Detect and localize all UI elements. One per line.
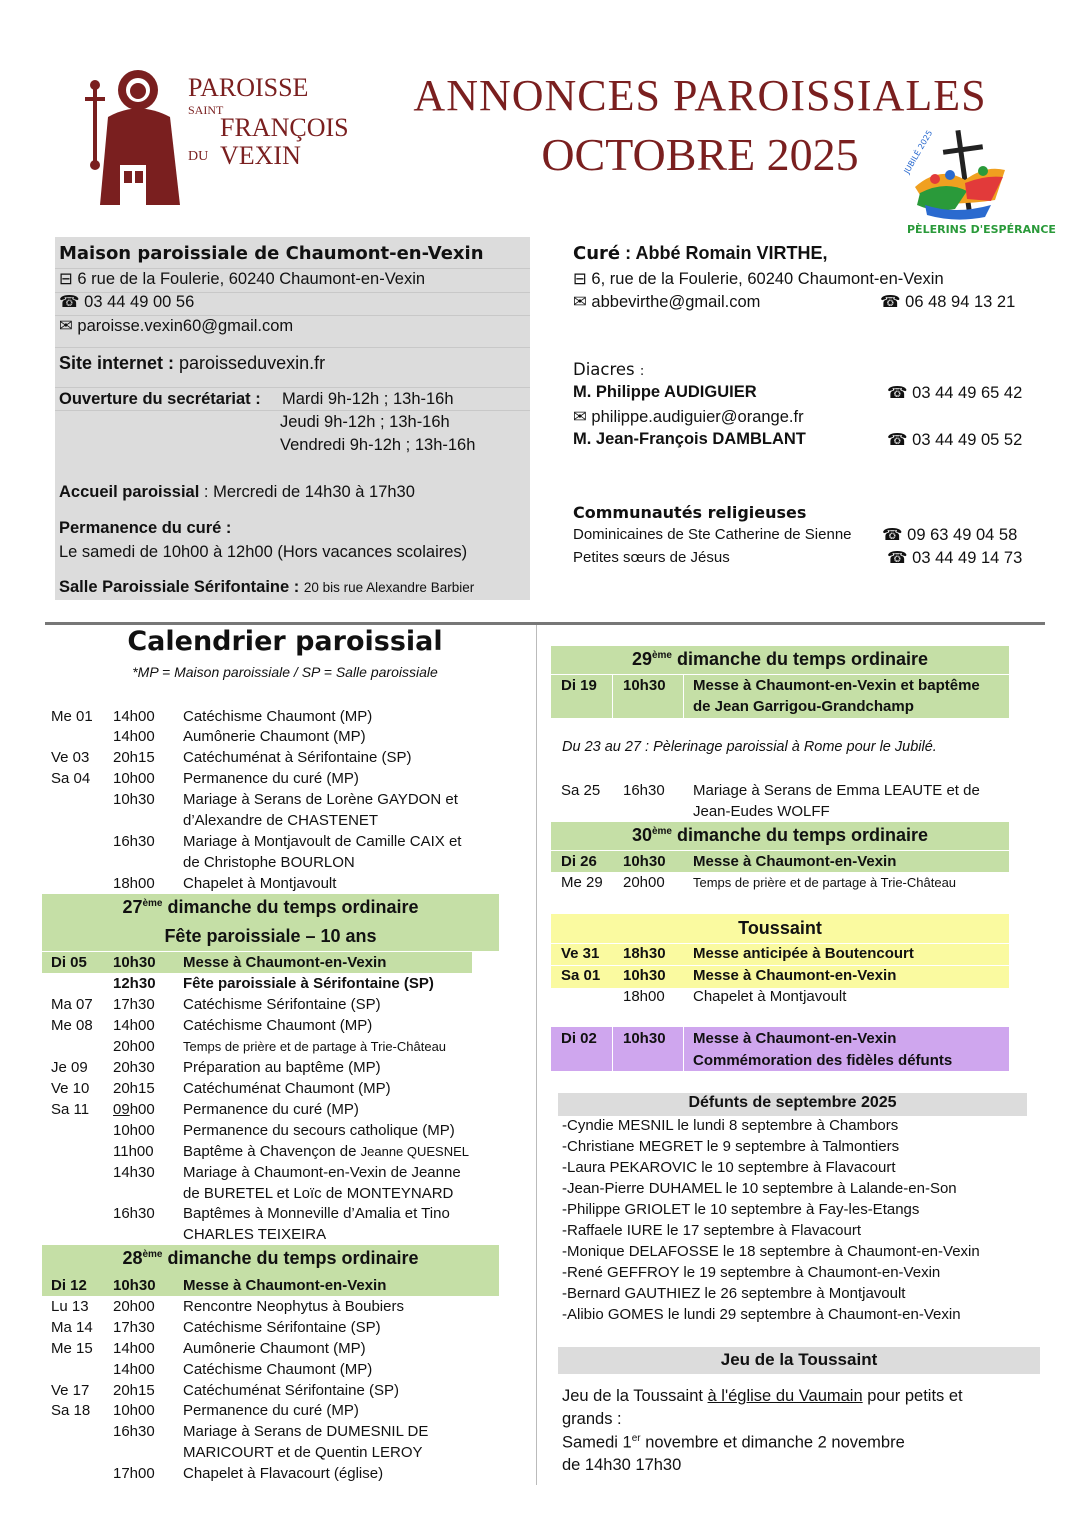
maison-info-box [55,237,530,600]
defunt-item: -Bernard GAUTHIEZ le 26 septembre à Montjavoult [562,1285,906,1302]
event-time: 20h00 [113,1298,155,1315]
event-text: Catéchisme Chaumont (MP) [183,1017,373,1034]
event-day: Sa 04 [51,770,91,787]
sunday-num: 28 [122,1248,143,1268]
diacres-label [573,360,644,379]
defunt-item: -Jean-Pierre DUHAMEL le 10 septembre à Lalande-en-Son [562,1180,957,1197]
event-text: Messe à Chaumont-en-Vexin [693,1030,897,1047]
event-text: Chapelet à Montjavoult [693,988,847,1005]
event-time: 16h30 [113,1205,155,1222]
event-row [51,973,511,994]
event-text: Messe à Chaumont-en-Vexin [693,967,897,984]
event-text: Catéchisme Sérifontaine (SP) [183,1319,381,1336]
permanence-text: Le samedi de 10h00 à 12h00 (Hors vacances scolaires) [59,543,468,561]
event-time: 18h00 [113,875,155,892]
maison-address [59,269,425,289]
phone-icon: ☎ [887,384,908,402]
calendar-title: Calendrier paroissial [127,626,443,657]
address-icon: ⊟ [573,270,587,288]
event-time: 14h00 [113,708,155,725]
phone-icon: ☎ [887,549,908,567]
event-row-cont [561,801,1009,822]
event-row [561,943,1009,964]
event-time: 16h30 [113,833,155,850]
event-row [51,1078,511,1099]
event-text: Aumônerie Chaumont (MP) [183,728,366,745]
event-time: 17h30 [113,996,155,1013]
event-time: 12h30 [113,975,156,992]
cure-name: : Abbé Romain VIRTHE, [625,243,828,263]
event-day: Sa 11 [51,1101,90,1118]
event-row [51,994,511,1015]
sunday-sup: ème [651,826,672,837]
diacres-title: Diacres [573,360,635,379]
event-text: de BURETEL et Loïc de MONTEYNARD [183,1185,454,1202]
event-day: Je 09 [51,1059,88,1076]
phone-icon: ☎ [880,293,901,311]
event-time: 11h00 [113,1143,154,1160]
event-time: 20h00 [623,874,665,891]
event-day: Ma 14 [51,1319,93,1336]
secretariat-jeudi: Jeudi 9h-12h ; 13h-16h [280,413,450,431]
logo-du: DU [188,149,209,164]
diacre1-email-link[interactable]: philippe.audiguier@orange.fr [591,408,804,426]
event-row [561,872,1009,893]
cure-address-text: 6, rue de la Foulerie, 60240 Chaumont-en-Vexin [591,270,944,288]
diacre1-name: M. Philippe AUDIGUIER [573,383,757,401]
event-row [51,747,511,768]
sunday-27-subtitle: Fête paroissiale – 10 ans [164,926,377,946]
event-text: Temps de prière et de partage à Trie-Château [693,875,957,890]
event-text: Messe à Chaumont-en-Vexin [183,954,387,971]
defunt-item: -Laura PEKAROVIC le 10 septembre à Flavacourt [562,1159,896,1176]
cure-label: Curé [573,243,621,264]
event-time: 10h30 [113,791,155,808]
event-text: Permanence du curé (MP) [183,770,359,787]
event-time: 10h30 [623,1030,666,1047]
accueil-text: : Mercredi de 14h30 à 17h30 [203,483,415,501]
event-row [51,768,511,789]
sunday-27-title [42,897,499,918]
diacre1-phone-text: 03 44 49 65 42 [912,384,1023,402]
sunday-rest: dimanche du temps ordinaire [671,649,929,669]
sunday-rest: dimanche du temps ordinaire [162,897,419,917]
event-time: 14h00 [113,1361,155,1378]
diacres-colon: : [639,364,645,379]
event-row [51,1141,511,1162]
event-time: 14h00 [113,1340,155,1357]
sunday-29-title [551,649,1009,670]
event-row-cont [51,1183,511,1204]
event-time: 18h00 [623,988,665,1005]
event-row [51,1296,511,1317]
logo-saint: SAINT [188,103,224,117]
event-row [51,1057,511,1078]
logo-vexin: VEXIN [220,141,301,170]
section-divider [45,622,1045,625]
event-time: 20h15 [113,749,155,766]
event-row [51,1036,511,1057]
event-row [561,965,1009,986]
event-text: Chapelet à Montjavoult [183,875,337,892]
maison-title: Maison paroissiale de Chaumont-en-Vexin [59,243,484,264]
sunday-30-title [551,825,1009,846]
jeu-title: Jeu de la Toussaint [720,1350,878,1369]
event-text: Messe à Chaumont-en-Vexin [693,853,897,870]
event-row-cont [51,810,511,831]
sunday-28-title [42,1248,499,1269]
event-row [561,986,1009,1007]
event-time: 20h15 [113,1382,155,1399]
pelerinage-note: Du 23 au 27 : Pèlerinage paroissial à Rome pour le Jubilé. [562,739,937,755]
sunday-num: 30 [631,825,652,845]
communaute2: Petites sœurs de Jésus [573,549,730,566]
sunday-rest: dimanche du temps ordinaire [162,1248,419,1268]
event-text: Mariage à Serans de Emma LEAUTE et de [693,782,980,799]
event-row [561,851,1009,872]
jeu-text-end: pour petits et [862,1387,963,1405]
event-day: Di 19 [561,677,597,694]
event-text: CHARLES TEIXEIRA [183,1226,327,1243]
event-time: 20h30 [113,1059,155,1076]
event-day: Me 01 [51,708,93,725]
event-time: 10h00 [113,1402,155,1419]
event-text: Aumônerie Chaumont (MP) [183,1340,366,1357]
salle-label: Salle Paroissiale Sérifontaine : [59,578,300,596]
page-title: ANNONCES PAROISSIALES [413,71,987,120]
diacre2-phone [887,430,1022,450]
sunday-sup: ème [142,898,163,909]
jubile-top-text: JUBILÉ 2025 [902,128,935,176]
secretariat-label: Ouverture du secrétariat : [59,390,261,408]
event-text: d’Alexandre de CHASTENET [183,812,379,829]
maison-address-text: 6 rue de la Foulerie, 60240 Chaumont-en-Vexin [77,270,426,288]
parish-logo [80,55,349,205]
communaute1-phone [882,525,1017,545]
event-row [51,873,511,894]
event-day: Me 29 [561,874,603,891]
email-icon: ✉ [573,408,587,426]
event-day: Di 12 [51,1277,87,1294]
event-text: Commémoration des fidèles défunts [693,1052,953,1069]
maison-phone-text: 03 44 49 00 56 [84,293,195,311]
event-day: Ve 17 [51,1382,90,1399]
event-row [561,675,1009,696]
event-text: Catéchuménat à Sérifontaine (SP) [183,749,412,766]
event-text: Messe anticipée à Boutencourt [693,945,914,962]
communaute1-phone-text: 09 63 49 04 58 [907,526,1018,544]
event-time: 10h30 [623,967,666,984]
defunt-item: -Christiane MEGRET le 9 septembre à Talmontiers [562,1138,900,1155]
event-time: 10h00 [113,1122,155,1139]
event-day: Ve 31 [561,945,600,962]
jubilee-logo-icon [895,125,1056,240]
sunday-27-header [42,894,499,951]
defunt-item: -René GEFFROY le 19 septembre à Chaumont-en-Vexin [562,1264,941,1281]
event-text: Temps de prière et de partage à Trie-Château [183,1039,447,1054]
jeu-date-sup: er [631,1433,641,1444]
event-day: Ma 07 [51,996,93,1013]
event-text: MARICOURT et de Quentin LEROY [183,1444,423,1461]
page-subtitle: OCTOBRE 2025 [541,129,859,180]
jeu-text: Jeu de la Toussaint [562,1387,708,1405]
event-text: Chapelet à Flavacourt (église) [183,1465,384,1482]
site-internet [59,353,325,374]
communaute1: Dominicaines de Ste Catherine de Sienne [573,526,852,543]
event-row [51,789,511,810]
event-day: Me 15 [51,1340,93,1357]
event-text-main: Baptême à Chavençon de [183,1143,357,1160]
cure-phone [880,292,1015,312]
event-row [51,1338,511,1359]
event-time: 10h30 [623,677,666,694]
defunt-item: -Cyndie MESNIL le lundi 8 septembre à Chambors [562,1117,899,1134]
cure-address [573,269,944,289]
sunday-num: 29 [631,649,652,669]
salle [59,578,474,597]
defunts-title: Défunts de septembre 2025 [688,1094,897,1111]
secretariat-vendredi: Vendredi 9h-12h ; 13h-16h [280,436,476,454]
event-text: Messe à Chaumont-en-Vexin [183,1277,387,1294]
event-text: Catéchisme Chaumont (MP) [183,708,373,725]
event-day: Lu 13 [51,1298,89,1315]
event-row [51,1359,511,1380]
event-time: 10h30 [113,954,156,971]
jubile-bottom-text: PÈLERINS D'ESPÉRANCE [907,223,1056,236]
event-time: 14h00 [113,728,155,745]
event-row [51,706,511,727]
event-row [51,726,511,747]
maison-email-link[interactable]: paroisse.vexin60@gmail.com [77,317,294,335]
site-label: Site internet : [59,353,175,373]
sunday-sup: ème [142,1249,163,1260]
event-day: Ve 10 [51,1080,90,1097]
event-text: Fête paroissiale à Sérifontaine (SP) [183,975,434,992]
event-row [51,1400,511,1421]
toussaint-title: Toussaint [738,918,822,938]
event-text [183,1141,469,1162]
defunt-item: -Raffaele IURE le 17 septembre à Flavacourt [562,1222,862,1239]
communaute2-phone-text: 03 44 49 14 73 [912,549,1023,567]
event-text-small: Jeanne QUESNEL [360,1144,470,1159]
event-row-cont [51,1224,511,1245]
event-text: Préparation au baptême (MP) [183,1059,381,1076]
event-text: Catéchuménat Chaumont (MP) [183,1080,391,1097]
jeu-line1 [562,1387,963,1406]
event-row [51,831,511,852]
event-row [51,1421,511,1442]
event-day: Di 26 [561,853,597,870]
event-time: 17h00 [113,1465,155,1482]
sunday-num: 27 [122,897,143,917]
event-text: Permanence du curé (MP) [183,1101,359,1118]
jeu-date-start: Samedi 1 [562,1433,632,1452]
event-time: 17h30 [113,1319,155,1336]
event-text: Catéchisme Sérifontaine (SP) [183,996,381,1013]
phone-icon: ☎ [887,431,908,449]
jubile-logo [895,125,1056,240]
event-text: Jean-Eudes WOLFF [693,803,830,820]
defunt-item: -Alibio GOMES le lundi 29 septembre à Chaumont-en-Vexin [562,1306,961,1323]
jeu-line2: grands : [562,1410,622,1428]
event-text: Rencontre Neophytus à Boubiers [183,1298,404,1315]
maison-email[interactable] [59,316,293,336]
event-time: 16h30 [113,1423,155,1440]
event-row-cont [51,852,511,873]
event-day: Sa 01 [561,967,601,984]
cure-phone-text: 06 48 94 13 21 [905,293,1016,311]
event-time: 20h00 [113,1038,155,1055]
logo-paroisse: PAROISSE [188,73,309,102]
event-row [51,1380,511,1401]
jeu-date-rest: novembre et dimanche 2 novembre [640,1433,905,1452]
jeu-line3 [562,1433,905,1453]
diacre1-email[interactable] [573,407,804,427]
event-day: Di 02 [561,1030,597,1047]
jeu-line4: de 14h30 17h30 [562,1456,682,1474]
event-time-underlined: 09 [113,1101,130,1118]
event-day: Sa 18 [51,1402,91,1419]
cure-line [573,243,827,264]
event-text: Catéchisme Chaumont (MP) [183,1361,373,1378]
event-text: Catéchuménat Sérifontaine (SP) [183,1382,399,1399]
event-time: 20h15 [113,1080,155,1097]
event-text: Messe à Chaumont-en-Vexin et baptême [693,677,980,694]
secretariat-mardi: Mardi 9h-12h ; 13h-16h [282,390,454,408]
jeu-header [558,1347,1040,1374]
diacre1-phone [887,383,1022,403]
event-text: Mariage à Chaumont-en-Vexin de Jeanne [183,1164,461,1181]
event-row-cont [561,1050,1009,1071]
event-time: 10h30 [113,1277,156,1294]
logo-francois: FRANÇOIS [220,113,349,142]
event-day: Ve 03 [51,749,90,766]
event-text: Permanence du secours catholique (MP) [183,1122,455,1139]
event-row [51,1162,511,1183]
event-text: Mariage à Serans de DUMESNIL DE [183,1423,429,1440]
permanence-label: Permanence du curé : [59,519,232,537]
event-row-cont [51,1442,511,1463]
event-time: 14h30 [113,1164,155,1181]
event-row [51,1099,511,1120]
event-time: 16h30 [623,782,665,799]
event-day: Sa 25 [561,782,601,799]
event-day: Di 05 [51,954,87,971]
event-time: 14h00 [113,1017,155,1034]
diacre2-phone-text: 03 44 49 05 52 [912,431,1023,449]
event-time: 10h30 [623,853,666,870]
phone-icon: ☎ [882,526,903,544]
event-row [42,1275,499,1296]
event-time: 10h00 [113,770,155,787]
site-link[interactable]: paroisseduvexin.fr [179,353,326,373]
event-text: Baptêmes à Monneville d’Amalia et Tino [183,1205,450,1222]
defunt-item: -Monique DELAFOSSE le 18 septembre à Chaumont-en-Vexin [562,1243,980,1260]
communautes-label: Communautés religieuses [573,503,807,522]
email-icon: ✉ [59,317,73,335]
accueil-label: Accueil paroissial [59,483,200,501]
calendar-note: *MP = Maison paroissiale / SP = Salle paroissiale [132,664,438,680]
event-text: Mariage à Serans de Lorène GAYDON et [183,791,458,808]
event-day: Me 08 [51,1017,93,1034]
event-row [51,1120,511,1141]
salle-address: 20 bis rue Alexandre Barbier [303,580,475,595]
maison-phone [59,292,194,312]
defunt-item: -Philippe GRIOLET le 10 septembre à Fay-les-Etangs [562,1201,920,1218]
address-icon: ⊟ [59,270,73,288]
event-text: Permanence du curé (MP) [183,1402,359,1419]
event-row [561,1028,1009,1049]
event-time [113,1099,155,1120]
event-text: Mariage à Montjavoult de Camille CAIX et [183,833,462,850]
defunts-header [558,1093,1027,1116]
event-time: 18h30 [623,945,666,962]
event-time-rest: h00 [129,1101,155,1118]
sunday-rest: dimanche du temps ordinaire [671,825,929,845]
event-row [51,1463,511,1484]
event-text: de Jean Garrigou-Grandchamp [693,698,914,715]
communaute2-phone [887,548,1022,568]
event-row [51,1203,511,1224]
event-row [42,952,472,973]
cure-email[interactable] [573,292,760,312]
event-text: de Christophe BOURLON [183,854,355,871]
email-icon: ✉ [573,293,587,311]
event-row [51,1317,511,1338]
cure-email-link[interactable]: abbevirthe@gmail.com [591,293,761,311]
saint-francis-icon [80,55,190,205]
event-row-cont [561,696,1009,717]
jeu-location-link[interactable]: à l'église du Vaumain [707,1387,863,1405]
sunday-sup: ème [651,650,672,661]
event-row [51,1015,511,1036]
event-row [561,780,1009,801]
column-divider [536,625,537,1485]
accueil [59,483,415,502]
diacre2-name: M. Jean-François DAMBLANT [573,430,806,448]
phone-icon: ☎ [59,293,80,311]
sunday-28-header [42,1245,499,1275]
